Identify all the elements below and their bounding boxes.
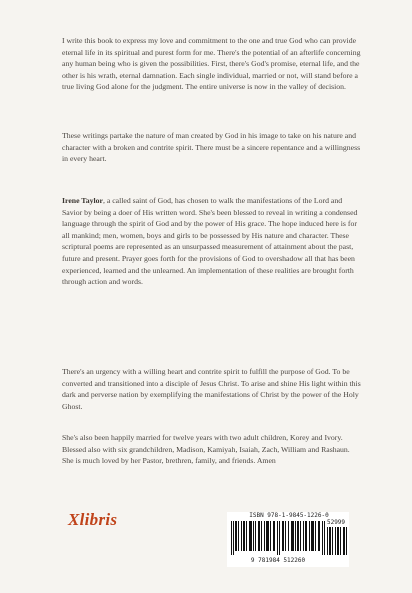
paragraph-urgency: There's an urgency with a willing heart and contrite spirit to fulfill the purpose of God. To be converted and transitioned into a disciple of Jesus Christ. To arise and shine His light within this dark and perverse nation by exemplifying the manifestations of Christ by the power of the Holy Ghost.	[62, 367, 361, 411]
paragraph-author-bio	[62, 195, 362, 288]
barcode	[227, 512, 349, 567]
author-bio-text: , a called saint of God, has chosen to walk the manifestations of the Lord and Savior by being a doer of His written word. She's been blessed to reveal in writing a condensed language through the spirit of God and by the power of His grace. The hope induced here is for all mankind; men, women, boys and girls to be possessed by His nature and character. These scriptural poems are represented as an unsurpassed measurement of attainment about the past, future and present. Prayer goes forth for the provisions of God to overshadow all that has been experienced, learned and the unlearned. An implementation of these realities are brought forth through action and words.	[62, 196, 358, 287]
barcode-digits: 9 781984 512260	[250, 557, 306, 564]
isbn-text: ISBN 978-1-9845-1226-0	[249, 512, 329, 519]
paragraph-writings: These writings partake the nature of man created by God in his image to take on his nature and character with a broken and contrite spirit. There must be a sincere repentance and a willingness in every heart.	[62, 131, 361, 164]
paragraph-intro: I write this book to express my love and commitment to the one and true God who can provide eternal life in its spiritual and purest form for me. There's the potential of an afterlife concerning any human being who is given the possibilities. First, there's God's promise, eternal life, and the other is his wrath, eternal damnation. Each single individual, married or not, will stand before a true living God alone for the judgment. The entire universe is now in the valley of decision.	[62, 36, 361, 92]
price-barcode-bars	[327, 527, 347, 555]
paragraph-family: She's also been happily married for twelve years with two adult children, Korey and Ivory. Blessed also with six grandchildren, Madison, Kamiyah, Isaiah, Zach, William and Rashaun. She is much loved by her Pastor, brethren, family, and friends. Amen	[62, 433, 350, 466]
isbn-barcode-bars	[231, 521, 325, 555]
price-code: 52999	[326, 519, 346, 526]
publisher-logo: Xlibris	[68, 510, 118, 529]
author-name: Irene Taylor	[62, 196, 103, 205]
